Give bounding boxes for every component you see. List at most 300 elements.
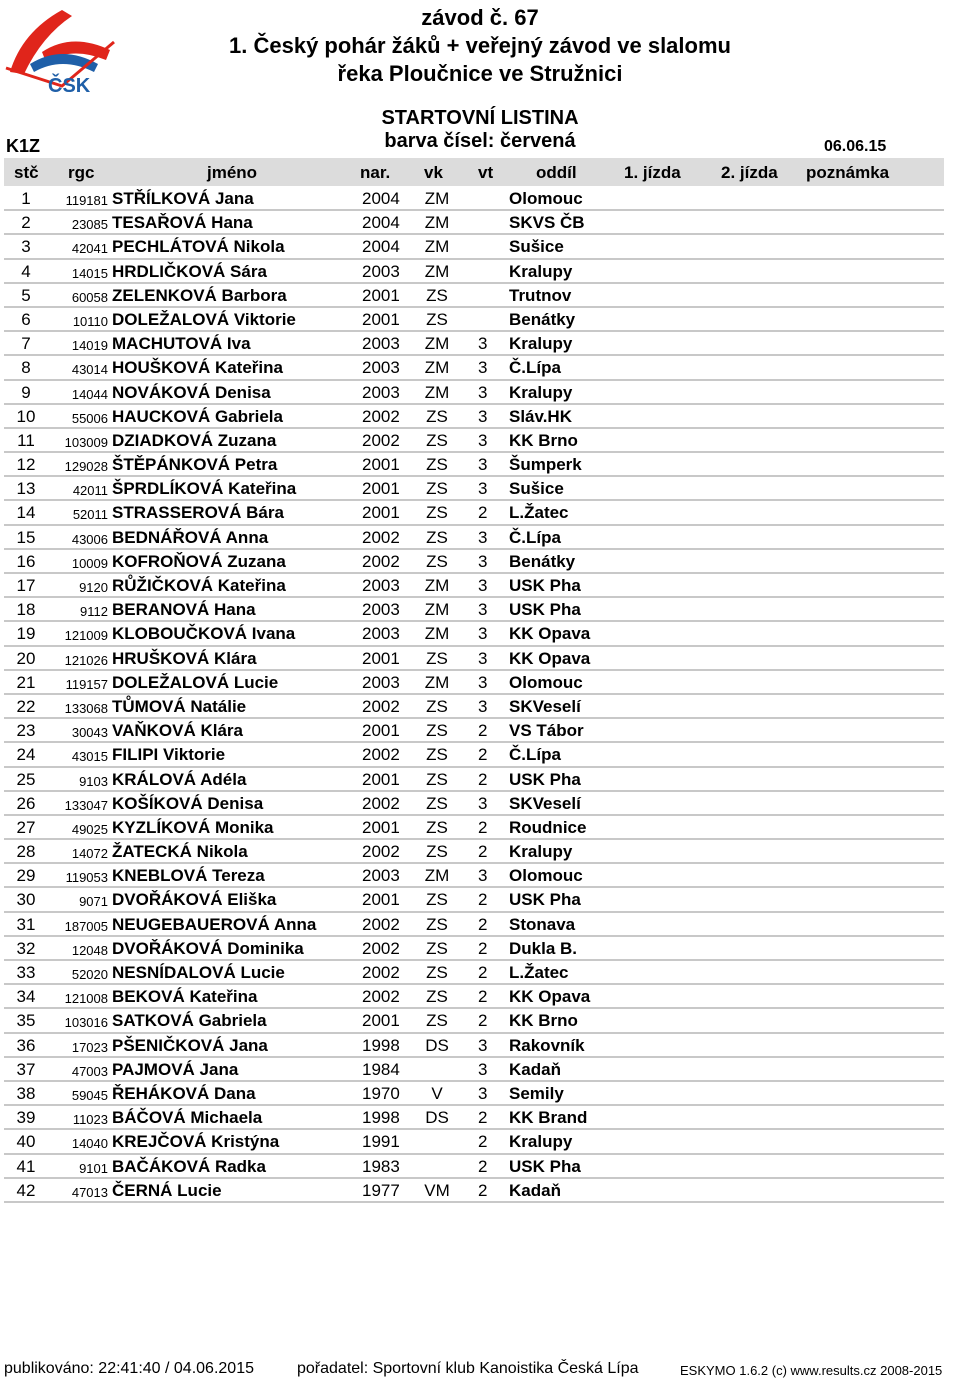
registration-code: 121009	[64, 628, 108, 644]
athlete-name: NEUGEBAUEROVÁ Anna	[112, 914, 317, 934]
birth-year: 2003	[362, 358, 400, 378]
club-name: KK Brand	[509, 1108, 588, 1128]
athlete-name: NESNÍDALOVÁ Lucie	[112, 963, 285, 982]
birth-year: 2001	[362, 479, 400, 499]
athlete-name: TŮMOVÁ Natálie	[112, 696, 247, 716]
athlete-name: KOFROŇOVÁ Zuzana	[112, 551, 286, 571]
start-number: 18	[16, 600, 36, 620]
registration-code: 121026	[64, 652, 108, 668]
athlete-name: HAUCKOVÁ Gabriela	[112, 406, 283, 426]
table-row	[4, 526, 944, 550]
club-name: USK Pha	[509, 1156, 581, 1176]
race-number: závod č. 67	[421, 5, 539, 30]
club-name: Kralupy	[509, 334, 573, 354]
club-name: Benátky	[509, 551, 576, 571]
age-category: ZS	[426, 769, 448, 789]
registration-code: 187005	[64, 918, 108, 934]
club-name: Č.Lípa	[509, 358, 561, 378]
table-row	[4, 671, 944, 695]
table-row	[4, 550, 944, 574]
registration-code: 43014	[71, 362, 108, 378]
club-name: Kralupy	[509, 382, 573, 402]
birth-year: 1977	[362, 1180, 400, 1200]
athlete-name: HOUŠKOVÁ Kateřina	[112, 358, 283, 378]
club-name: Dukla B.	[509, 938, 578, 958]
birth-year: 1984	[362, 1059, 400, 1079]
club-name: SKVS ČB	[509, 213, 585, 233]
col-nar: nar.	[360, 163, 391, 182]
age-category: ZM	[424, 334, 450, 354]
registration-code: 10009	[71, 555, 108, 571]
registration-code: 9101	[79, 1160, 108, 1176]
start-number: 16	[16, 551, 36, 571]
registration-code: 121008	[64, 991, 108, 1007]
table-row	[4, 332, 944, 356]
performance-class: 3	[478, 624, 488, 644]
table-row	[4, 768, 944, 792]
start-number: 7	[21, 334, 31, 354]
start-number: 38	[16, 1083, 36, 1103]
registration-code: 23085	[71, 217, 108, 233]
age-category: ZM	[424, 382, 450, 402]
club-name: Č.Lípa	[509, 745, 561, 765]
athlete-name: KRÁLOVÁ Adéla	[112, 769, 247, 789]
performance-class: 3	[478, 866, 488, 886]
birth-year: 2003	[362, 261, 400, 281]
performance-class: 3	[478, 527, 488, 547]
club-name: Šumperk	[509, 455, 582, 475]
performance-class: 2	[478, 1156, 488, 1176]
registration-code: 17023	[71, 1039, 108, 1055]
athlete-name: VAŇKOVÁ Klára	[112, 721, 243, 741]
athlete-name: DVOŘÁKOVÁ Eliška	[112, 890, 277, 910]
age-category: ZS	[426, 527, 448, 547]
start-number: 13	[16, 479, 36, 499]
start-number: 8	[21, 358, 31, 378]
athlete-name: DOLEŽALOVÁ Viktorie	[112, 309, 296, 329]
start-list-table	[4, 187, 944, 1203]
club-name: SKVeselí	[509, 696, 581, 716]
athlete-name: HRDLIČKOVÁ Sára	[112, 261, 267, 281]
table-row	[4, 985, 944, 1009]
age-category: VM	[424, 1180, 450, 1200]
age-category: ZS	[426, 745, 448, 765]
birth-year: 2002	[362, 406, 400, 426]
table-row	[4, 211, 944, 235]
table-row	[4, 1009, 944, 1033]
birth-year: 2002	[362, 745, 400, 765]
start-number: 31	[16, 914, 36, 934]
table-row	[4, 647, 944, 671]
col-name: jméno	[207, 163, 258, 182]
performance-class: 3	[478, 1059, 488, 1079]
published-info: publikováno: 22:41:40 / 04.06.2015	[4, 1360, 254, 1377]
age-category: ZS	[426, 793, 448, 813]
birth-year: 2001	[362, 648, 400, 668]
start-number: 21	[16, 672, 36, 692]
age-category: DS	[425, 1108, 449, 1128]
athlete-name: STRASSEROVÁ Bára	[112, 503, 284, 523]
performance-class: 3	[478, 672, 488, 692]
registration-code: 14015	[71, 265, 108, 281]
start-number: 36	[16, 1035, 36, 1055]
age-category: ZM	[424, 189, 450, 208]
performance-class: 3	[478, 1035, 488, 1055]
birth-year: 2001	[362, 503, 400, 523]
athlete-name: STŘÍLKOVÁ Jana	[112, 189, 254, 208]
registration-code: 9071	[79, 894, 108, 910]
race-date: 06.06.15	[824, 138, 887, 155]
start-number: 32	[16, 938, 36, 958]
age-category: ZS	[426, 648, 448, 668]
start-number: 15	[16, 527, 36, 547]
organizer-info: pořadatel: Sportovní klub Kanoistika Česká Lípa	[297, 1360, 639, 1377]
registration-code: 119157	[65, 676, 108, 692]
table-row	[4, 429, 944, 453]
col-club: oddíl	[536, 163, 577, 182]
athlete-name: BEKOVÁ Kateřina	[112, 987, 258, 1007]
age-category: DS	[425, 1035, 449, 1055]
performance-class: 3	[478, 358, 488, 378]
club-name: USK Pha	[509, 576, 581, 595]
table-row	[4, 574, 944, 598]
athlete-name: TESAŘOVÁ Hana	[112, 213, 253, 233]
age-category: ZS	[426, 503, 448, 523]
club-name: Kadaň	[509, 1180, 561, 1200]
col-stc: stč	[14, 163, 39, 182]
table-row	[4, 864, 944, 888]
table-row	[4, 308, 944, 332]
start-number: 14	[16, 503, 36, 523]
club-name: Kadaň	[509, 1059, 561, 1079]
athlete-name: HRUŠKOVÁ Klára	[112, 648, 257, 668]
registration-code: 47003	[71, 1063, 108, 1079]
table-row	[4, 453, 944, 477]
club-name: USK Pha	[509, 769, 581, 789]
age-category: ZS	[426, 455, 448, 475]
registration-code: 119181	[65, 193, 108, 208]
start-number: 29	[16, 866, 36, 886]
birth-year: 1991	[362, 1132, 400, 1152]
list-title: STARTOVNÍ LISTINA	[381, 107, 579, 129]
start-number: 26	[16, 793, 36, 813]
club-name: KK Opava	[509, 624, 591, 644]
col-run2: 2. jízda	[721, 163, 778, 182]
performance-class: 2	[478, 842, 488, 862]
registration-code: 30043	[71, 725, 108, 741]
performance-class: 2	[478, 1108, 488, 1128]
age-category: ZS	[426, 1011, 448, 1031]
start-number: 25	[16, 769, 36, 789]
col-vt: vt	[478, 163, 494, 182]
start-number: 40	[16, 1132, 36, 1152]
start-number: 28	[16, 842, 36, 862]
registration-code: 11023	[72, 1112, 108, 1128]
performance-class: 3	[478, 648, 488, 668]
performance-class: 2	[478, 1011, 488, 1031]
registration-code: 10110	[72, 313, 108, 329]
birth-year: 2004	[362, 237, 400, 257]
athlete-name: PŠENIČKOVÁ Jana	[112, 1035, 268, 1055]
club-name: Sušice	[509, 237, 564, 257]
table-row	[4, 719, 944, 743]
birth-year: 2002	[362, 551, 400, 571]
performance-class: 3	[478, 406, 488, 426]
registration-code: 14044	[71, 386, 108, 402]
age-category: ZM	[424, 213, 450, 233]
age-category: ZS	[426, 842, 448, 862]
birth-year: 2002	[362, 842, 400, 862]
start-number: 37	[16, 1059, 36, 1079]
age-category: ZS	[426, 817, 448, 837]
club-name: USK Pha	[509, 600, 581, 620]
athlete-name: KREJČOVÁ Kristýna	[112, 1132, 280, 1152]
athlete-name: MACHUTOVÁ Iva	[112, 334, 251, 354]
start-number: 1	[21, 189, 31, 208]
registration-code: 9120	[79, 580, 108, 595]
birth-year: 2003	[362, 672, 400, 692]
birth-year: 2002	[362, 914, 400, 934]
club-name: Stonava	[509, 914, 576, 934]
registration-code: 133047	[64, 797, 108, 813]
birth-year: 2003	[362, 334, 400, 354]
age-category: ZM	[424, 358, 450, 378]
birth-year: 2001	[362, 285, 400, 305]
start-number: 22	[16, 696, 36, 716]
registration-code: 47013	[71, 1184, 108, 1200]
birth-year: 2004	[362, 213, 400, 233]
table-row	[4, 187, 944, 211]
club-name: Č.Lípa	[509, 527, 561, 547]
club-name: Roudnice	[509, 817, 587, 837]
svg-text:ČSK: ČSK	[48, 75, 91, 96]
birth-year: 2001	[362, 1011, 400, 1031]
performance-class: 3	[478, 479, 488, 499]
start-number: 12	[16, 455, 36, 475]
birth-year: 1970	[362, 1083, 400, 1103]
athlete-name: DZIADKOVÁ Zuzana	[112, 430, 277, 450]
club-name: Semily	[509, 1083, 564, 1103]
table-row	[4, 1034, 944, 1058]
start-number: 23	[16, 721, 36, 741]
start-number: 11	[17, 430, 35, 450]
performance-class: 3	[478, 576, 488, 595]
performance-class: 2	[478, 1132, 488, 1152]
table-row	[4, 284, 944, 308]
age-category: ZM	[424, 624, 450, 644]
table-row	[4, 501, 944, 525]
age-category: ZS	[426, 938, 448, 958]
table-row	[4, 235, 944, 259]
table-row	[4, 1130, 944, 1154]
club-name: Benátky	[509, 309, 576, 329]
race-location: řeka Ploučnice ve Stružnici	[337, 61, 623, 86]
athlete-name: BEDNÁŘOVÁ Anna	[112, 527, 269, 547]
age-category: ZM	[424, 576, 450, 595]
registration-code: 9112	[80, 604, 108, 620]
table-row	[4, 913, 944, 937]
club-name: KK Brno	[509, 1011, 578, 1031]
athlete-name: ŽATECKÁ Nikola	[112, 842, 248, 862]
performance-class: 2	[478, 987, 488, 1007]
club-name: Trutnov	[509, 285, 572, 305]
club-name: Kralupy	[509, 842, 573, 862]
performance-class: 2	[478, 769, 488, 789]
registration-code: 43006	[71, 531, 108, 547]
start-number: 6	[21, 309, 31, 329]
birth-year: 1998	[362, 1035, 400, 1055]
start-number: 34	[16, 987, 36, 1007]
table-row	[4, 840, 944, 864]
club-name: Rakovník	[509, 1035, 585, 1055]
club-name: Olomouc	[509, 189, 583, 208]
athlete-name: PAJMOVÁ Jana	[112, 1059, 239, 1079]
registration-code: 133068	[64, 700, 108, 716]
athlete-name: KOŠÍKOVÁ Denisa	[112, 793, 264, 813]
athlete-name: ŠTĚPÁNKOVÁ Petra	[112, 455, 278, 475]
registration-code: 42041	[71, 241, 108, 257]
club-name: L.Žatec	[509, 963, 569, 982]
age-category: ZM	[424, 261, 450, 281]
registration-code: 129028	[64, 459, 108, 475]
club-name: Olomouc	[509, 672, 583, 692]
club-name: Sušice	[509, 479, 564, 499]
birth-year: 1998	[362, 1108, 400, 1128]
table-row	[4, 622, 944, 646]
birth-year: 2003	[362, 600, 400, 620]
table-row	[4, 1058, 944, 1082]
birth-year: 2001	[362, 721, 400, 741]
birth-year: 2002	[362, 527, 400, 547]
software-info: ESKYMO 1.6.2 (c) www.results.cz 2008-2015	[680, 1363, 943, 1378]
table-row	[4, 381, 944, 405]
athlete-name: SATKOVÁ Gabriela	[112, 1011, 267, 1031]
performance-class: 3	[478, 551, 488, 571]
start-number: 3	[21, 237, 31, 257]
start-number: 39	[16, 1108, 36, 1128]
start-number: 9	[21, 382, 31, 402]
performance-class: 3	[478, 1083, 488, 1103]
birth-year: 2002	[362, 938, 400, 958]
registration-code: 55006	[71, 410, 108, 426]
registration-code: 103016	[64, 1015, 108, 1031]
table-row	[4, 598, 944, 622]
performance-class: 2	[478, 914, 488, 934]
start-number: 30	[16, 890, 36, 910]
club-name: KK Opava	[509, 987, 591, 1007]
table-row	[4, 477, 944, 501]
registration-code: 52020	[71, 967, 108, 982]
registration-code: 12048	[71, 942, 108, 958]
age-category: ZS	[426, 285, 448, 305]
performance-class: 3	[478, 455, 488, 475]
col-rgc: rgc	[68, 163, 95, 182]
registration-code: 103009	[64, 434, 108, 450]
age-category: ZS	[426, 551, 448, 571]
table-row	[4, 1155, 944, 1179]
birth-year: 2001	[362, 309, 400, 329]
performance-class: 2	[478, 503, 488, 523]
performance-class: 2	[478, 745, 488, 765]
age-category: ZM	[424, 866, 450, 886]
birth-year: 2001	[362, 455, 400, 475]
registration-code: 43015	[71, 749, 108, 765]
start-number: 4	[21, 261, 31, 281]
performance-class: 3	[478, 334, 488, 354]
col-run1: 1. jízda	[624, 163, 681, 182]
start-number: 27	[16, 817, 36, 837]
start-number: 33	[16, 963, 36, 982]
birth-year: 1983	[362, 1156, 400, 1176]
birth-year: 2002	[362, 987, 400, 1007]
club-name: KK Brno	[509, 430, 578, 450]
athlete-name: KLOBOUČKOVÁ Ivana	[112, 624, 296, 644]
club-name: Olomouc	[509, 866, 583, 886]
table-row	[4, 356, 944, 380]
age-category: ZS	[426, 890, 448, 910]
performance-class: 2	[478, 817, 488, 837]
birth-year: 2001	[362, 769, 400, 789]
registration-code: 60058	[71, 289, 108, 305]
performance-class: 2	[478, 938, 488, 958]
start-number: 35	[16, 1011, 36, 1031]
bib-color: barva čísel: červená	[384, 130, 576, 152]
performance-class: 2	[478, 721, 488, 741]
age-category: ZS	[426, 721, 448, 741]
registration-code: 49025	[71, 821, 108, 837]
table-row	[4, 888, 944, 912]
performance-class: 3	[478, 430, 488, 450]
athlete-name: KNEBLOVÁ Tereza	[112, 866, 265, 886]
birth-year: 2002	[362, 963, 400, 982]
club-name: Sláv.HK	[509, 406, 572, 426]
performance-class: 3	[478, 600, 488, 620]
athlete-name: KYZLÍKOVÁ Monika	[112, 817, 274, 837]
table-row	[4, 816, 944, 840]
age-category: ZM	[424, 600, 450, 620]
age-category: ZS	[426, 309, 448, 329]
age-category: ZS	[426, 430, 448, 450]
club-name: VS Tábor	[509, 721, 584, 741]
age-category: ZS	[426, 406, 448, 426]
athlete-name: RŮŽIČKOVÁ Kateřina	[112, 576, 286, 595]
table-row	[4, 405, 944, 429]
birth-year: 2001	[362, 817, 400, 837]
registration-code: 14040	[71, 1136, 108, 1152]
athlete-name: NOVÁKOVÁ Denisa	[112, 382, 271, 402]
club-name: L.Žatec	[509, 503, 569, 523]
performance-class: 3	[478, 382, 488, 402]
table-row	[4, 1106, 944, 1130]
age-category: ZS	[426, 963, 448, 982]
col-note: poznámka	[806, 163, 890, 182]
column-header	[4, 158, 944, 186]
birth-year: 2001	[362, 890, 400, 910]
category-label: K1Z	[6, 136, 41, 156]
performance-class: 2	[478, 963, 488, 982]
registration-code: 14019	[71, 338, 108, 354]
club-name: SKVeselí	[509, 793, 581, 813]
table-row	[4, 1082, 944, 1106]
athlete-name: PECHLÁTOVÁ Nikola	[112, 237, 285, 257]
table-row	[4, 961, 944, 985]
age-category: ZS	[426, 987, 448, 1007]
athlete-name: FILIPI Viktorie	[112, 745, 226, 765]
start-number: 19	[16, 624, 36, 644]
start-number: 42	[16, 1180, 36, 1200]
performance-class: 2	[478, 890, 488, 910]
race-title: 1. Český pohár žáků + veřejný závod ve slalomu	[229, 33, 731, 58]
